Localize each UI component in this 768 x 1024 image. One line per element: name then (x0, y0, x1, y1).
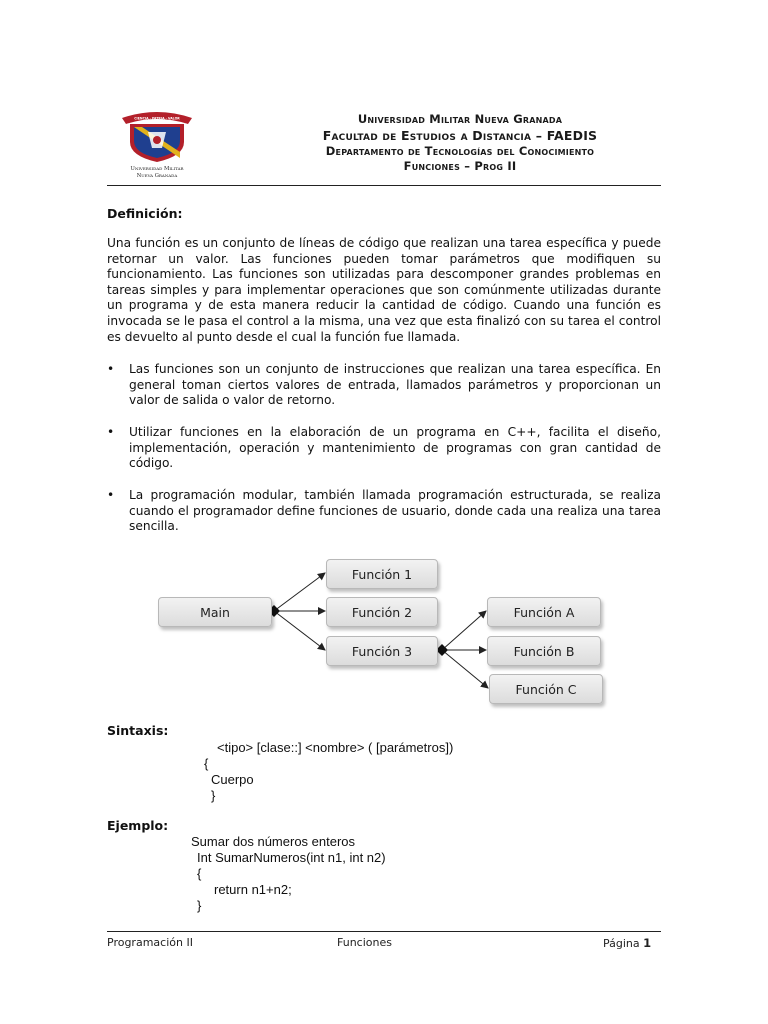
header-subject: Funciones – Prog II (403, 159, 517, 173)
definition-paragraph: Una función es un conjunto de líneas de código que realizan una tarea específica y puede retornar un valor. Las funciones pueden tomar parámetros que modifiquen su funcionamiento. Las funciones son utilizadas para descomponer grandes problemas en tareas simples y para implementar operaciones que son comúnmente utilizadas durante un programa y de esta manera reducir la cantidad de código. Cuando una función es invocada se le pasa el control a la misma, una vez que esta finalizó con su tarea el control es devuelto al punto desde el cual la función fue llamada. (107, 236, 661, 344)
logo-banner-text: CIENCIA · PATRIA · VALOR (134, 116, 180, 121)
footer-page (603, 936, 651, 950)
diagram-connectors (274, 573, 488, 688)
bullet-icon: • (107, 488, 115, 502)
bullet-icon: • (107, 362, 115, 376)
footer-topic: Funciones (337, 936, 392, 949)
example-title: Ejemplo: (107, 818, 169, 833)
syntax-close-brace: } (211, 788, 216, 803)
diagram-node-funcion-b: Función B (487, 636, 601, 666)
diagram-node-funcion-a: Función A (487, 597, 601, 627)
syntax-title: Sintaxis: (107, 723, 169, 738)
example-description: Sumar dos números enteros (191, 834, 356, 849)
university-logo (118, 108, 196, 180)
header-faculty: Facultad de Estudios a Distancia – FAEDIS (322, 128, 598, 143)
shield-icon (118, 108, 196, 180)
footer-page-label: Página (603, 937, 640, 950)
example-open-brace: { (197, 866, 202, 881)
header-university: Universidad Militar Nueva Granada (357, 112, 563, 126)
footer-divider (107, 931, 661, 932)
bullet-text: Utilizar funciones en la elaboración de un programa en C++, facilita el diseño, implementación, operación y mantenimiento de programas con gran cantidad de código. (129, 425, 661, 471)
diagram-node-funcion-3: Función 3 (326, 636, 438, 666)
footer-page-number: 1 (643, 936, 652, 950)
bullet-text: Las funciones son un conjunto de instrucciones que realizan una tarea específica. En general toman ciertos valores de entrada, llamados parámetros y proporcionan un valor de salida o valor de retorno. (129, 362, 661, 408)
footer-course: Programación II (107, 936, 193, 949)
diagram-node-funcion-c: Función C (489, 674, 603, 704)
diagram-node-main: Main (158, 597, 272, 627)
example-close-brace: } (197, 898, 202, 913)
diagram-node-funcion-2: Función 2 (326, 597, 438, 627)
logo-name-line2: Nueva Granada (136, 173, 178, 179)
definition-title: Definición: (107, 206, 183, 221)
syntax-open-brace: { (204, 756, 209, 771)
bullet-text: La programación modular, también llamada programación estructurada, se realiza cuando el programador define funciones de usuario, donde cada una realiza una tarea sencilla. (129, 488, 661, 534)
syntax-signature: <tipo> [clase::] <nombre> ( [parámetros]) (217, 740, 454, 755)
logo-name-line1: Universidad Militar (130, 166, 184, 172)
syntax-body: Cuerpo (211, 772, 254, 787)
bullet-icon: • (107, 425, 115, 439)
diagram-node-funcion-1: Función 1 (326, 559, 438, 589)
example-return: return n1+n2; (214, 882, 292, 897)
example-signature: Int SumarNumeros(int n1, int n2) (197, 850, 386, 865)
header-divider (107, 185, 661, 186)
header-department: Departamento de Tecnologías del Conocimiento (325, 144, 595, 158)
